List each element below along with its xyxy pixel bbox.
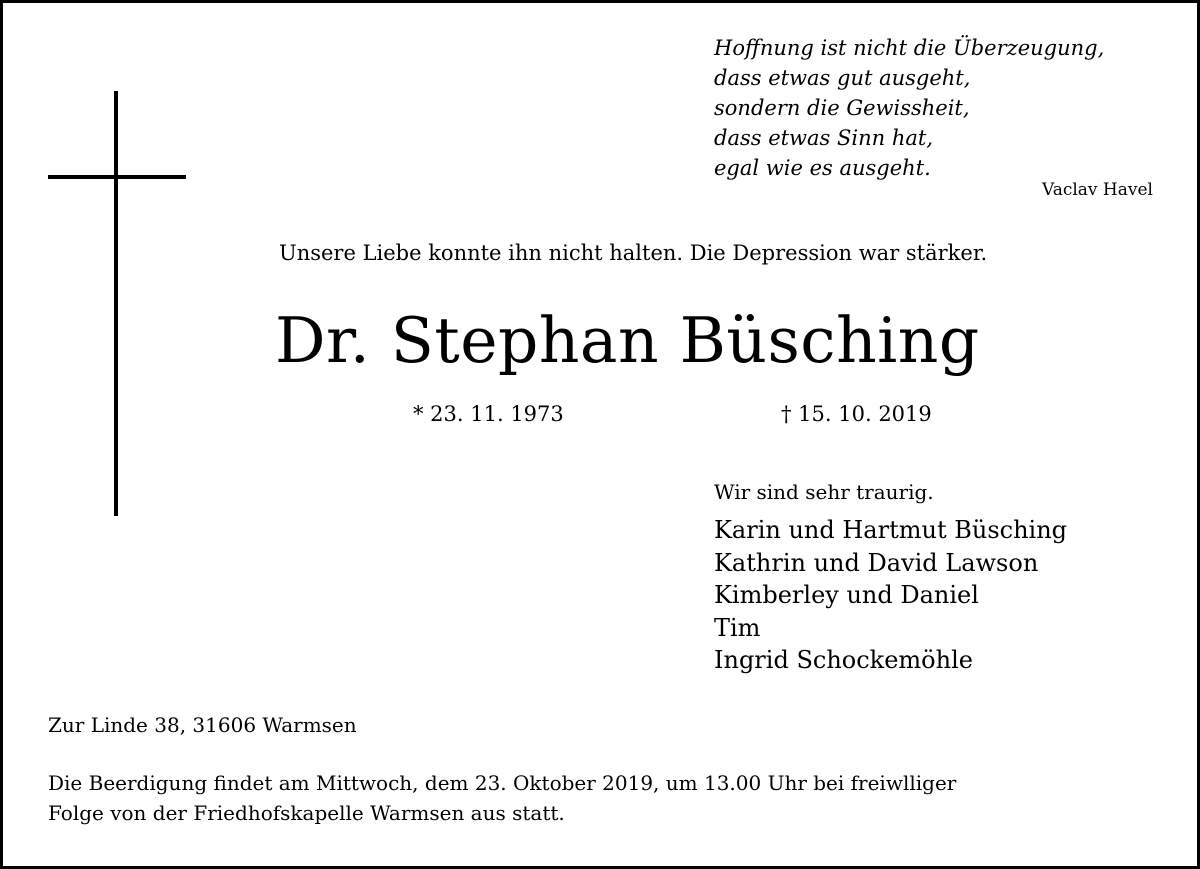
mourner-name: Ingrid Schockemöhle bbox=[714, 646, 973, 674]
quote-author: Vaclav Havel bbox=[1041, 180, 1153, 200]
cross-vertical-beam bbox=[114, 91, 118, 516]
mourner-name: Kimberley und Daniel bbox=[714, 581, 979, 609]
mourners-list bbox=[714, 514, 1067, 677]
funeral-line: Die Beerdigung findet am Mittwoch, dem 23. Oktober 2019, um 13.00 Uhr bei freiwlliger bbox=[48, 771, 957, 795]
intro-text: Unsere Liebe konnte ihn nicht halten. Die Depression war stärker. bbox=[279, 241, 988, 265]
death-date: † 15. 10. 2019 bbox=[781, 402, 932, 426]
deceased-name: Dr. Stephan Büsching bbox=[275, 304, 980, 377]
mourner-name: Kathrin und David Lawson bbox=[714, 548, 1039, 577]
funeral-line: Folge von der Friedhofskapelle Warmsen aus statt. bbox=[48, 801, 565, 825]
address: Zur Linde 38, 31606 Warmsen bbox=[48, 713, 357, 737]
funeral-notice bbox=[48, 768, 956, 828]
mourner-name: Karin und Hartmut Büsching bbox=[714, 516, 1068, 544]
mourner-name: Tim bbox=[714, 613, 761, 642]
quote-line: dass etwas Sinn hat, bbox=[714, 126, 933, 150]
birth-date: * 23. 11. 1973 bbox=[413, 402, 564, 426]
quote-line: egal wie es ausgeht. bbox=[714, 156, 931, 180]
quote-line: sondern die Gewissheit, bbox=[714, 96, 970, 120]
quote-block bbox=[714, 33, 1104, 183]
cross-horizontal-beam bbox=[48, 175, 186, 179]
mourners-statement: Wir sind sehr traurig. bbox=[714, 480, 934, 504]
quote-line: dass etwas gut ausgeht, bbox=[714, 66, 971, 90]
quote-line: Hoffnung ist nicht die Überzeugung, bbox=[714, 36, 1105, 60]
